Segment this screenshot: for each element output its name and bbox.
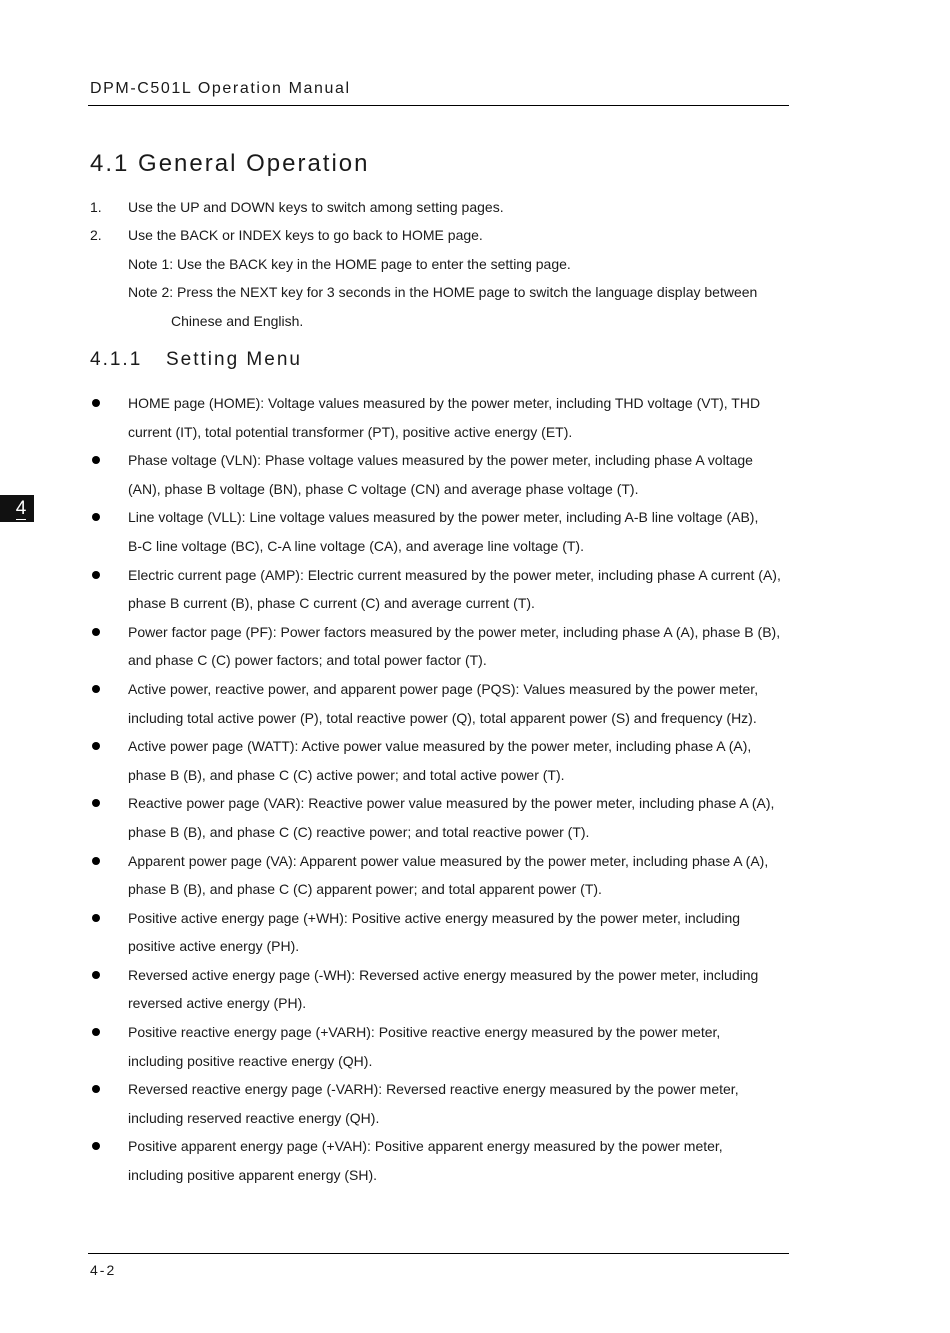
list-item	[90, 561, 800, 618]
list-item-text: Active power page (WATT): Active power value measured by the power meter, including phase A (A), phase B (B), and phase C (C) active power; and total active power (T).	[128, 738, 752, 783]
list-item	[90, 389, 800, 446]
list-item	[90, 503, 800, 560]
list-item	[90, 1018, 800, 1075]
list-item	[90, 618, 800, 675]
step-text: Use the BACK or INDEX keys to go back to HOME page.	[128, 227, 483, 243]
bullet-icon	[92, 685, 100, 693]
footer-divider	[88, 1253, 789, 1254]
running-header: DPM-C501L Operation Manual	[90, 80, 351, 97]
bullet-icon	[92, 742, 100, 750]
page-number: 4-2	[90, 1262, 117, 1278]
chapter-tab-number: 4	[15, 498, 27, 519]
list-item-text: Apparent power page (VA): Apparent power value measured by the power meter, including phase A (A), phase B (B), and phase C (C) apparent power; and total apparent power (T).	[128, 852, 769, 898]
list-item-text: Line voltage (VLL): Line voltage values measured by the power meter, including A-B line voltage (AB), B-C line voltage (BC), C-A line voltage (CA), and average line voltage (T).	[128, 509, 759, 554]
header-divider	[88, 105, 789, 106]
bullet-icon	[92, 799, 100, 807]
list-item	[90, 1075, 800, 1132]
list-item	[90, 446, 800, 503]
bullet-icon	[92, 1142, 100, 1150]
bullet-icon	[92, 1085, 100, 1093]
list-item	[90, 1132, 800, 1189]
subsection-title	[90, 349, 302, 371]
list-item-text: Active power, reactive power, and apparent power page (PQS): Values measured by the power meter, including total active power (P), total reactive power (Q), total apparent power (S) and frequency (Hz).	[128, 680, 759, 726]
bullet-icon	[92, 571, 100, 579]
step-number: 1.	[90, 199, 102, 215]
list-item-text: HOME page (HOME): Voltage values measured by the power meter, including THD voltage (VT), THD current (IT), total potential transformer (PT), positive active energy (ET).	[128, 395, 761, 440]
list-item-text: Positive active energy page (+WH): Positive active energy measured by the power meter, including positive active energy (PH).	[128, 909, 741, 955]
list-item	[90, 904, 800, 961]
list-item-text: Reactive power page (VAR): Reactive power value measured by the power meter, including phase A (A), phase B (B), and phase C (C) reactive power; and total reactive power (T).	[128, 795, 775, 840]
subsection-number: 4.1.1	[90, 349, 143, 370]
list-item-text: Reversed reactive energy page (-VARH): Reversed reactive energy measured by the power meter, including reserved reactive energy (QH).	[128, 1081, 739, 1126]
note-2-continuation: Chinese and English.	[171, 313, 304, 329]
list-item-text: Power factor page (PF): Power factors measured by the power meter, including phase A (A), phase B (B), and phase C (C) power factors; and total power factor (T).	[128, 623, 781, 669]
bullet-icon	[92, 513, 100, 521]
bullet-icon	[92, 857, 100, 865]
list-item	[90, 847, 800, 904]
list-item	[90, 961, 800, 1018]
bullet-icon	[92, 971, 100, 979]
chapter-tab	[0, 495, 34, 522]
list-item	[90, 789, 800, 846]
bullet-icon	[92, 914, 100, 922]
bullet-icon	[92, 456, 100, 464]
list-item	[90, 675, 800, 732]
list-item-text: Positive apparent energy page (+VAH): Positive apparent energy measured by the power meter, including positive apparent energy (SH).	[128, 1138, 723, 1184]
list-item-text: Phase voltage (VLN): Phase voltage values measured by the power meter, including phase A voltage (AN), phase B voltage (BN), phase C voltage (CN) and average phase voltage (T).	[128, 452, 753, 497]
note-2: Note 2: Press the NEXT key for 3 seconds in the HOME page to switch the language display between	[128, 284, 758, 300]
subsection-heading: Setting Menu	[166, 349, 302, 370]
bullet-icon	[92, 399, 100, 407]
list-item-text: Positive reactive energy page (+VARH): Positive reactive energy measured by the power meter, including positive reactive energy (QH).	[128, 1024, 721, 1069]
setting-menu-list	[90, 389, 800, 1190]
step-text: Use the UP and DOWN keys to switch among setting pages.	[128, 199, 504, 215]
list-item	[90, 732, 800, 789]
list-item-text: Reversed active energy page (-WH): Reversed active energy measured by the power meter, including reversed active energy (PH).	[128, 966, 759, 1012]
bullet-icon	[92, 628, 100, 636]
step-number: 2.	[90, 227, 102, 243]
section-title: 4.1 General Operation	[90, 150, 370, 177]
list-item-text: Electric current page (AMP): Electric current measured by the power meter, including phase A current (A), phase B current (B), phase C current (C) and average current (T).	[128, 566, 781, 612]
bullet-icon	[92, 1028, 100, 1036]
note-1: Note 1: Use the BACK key in the HOME page to enter the setting page.	[128, 256, 571, 272]
